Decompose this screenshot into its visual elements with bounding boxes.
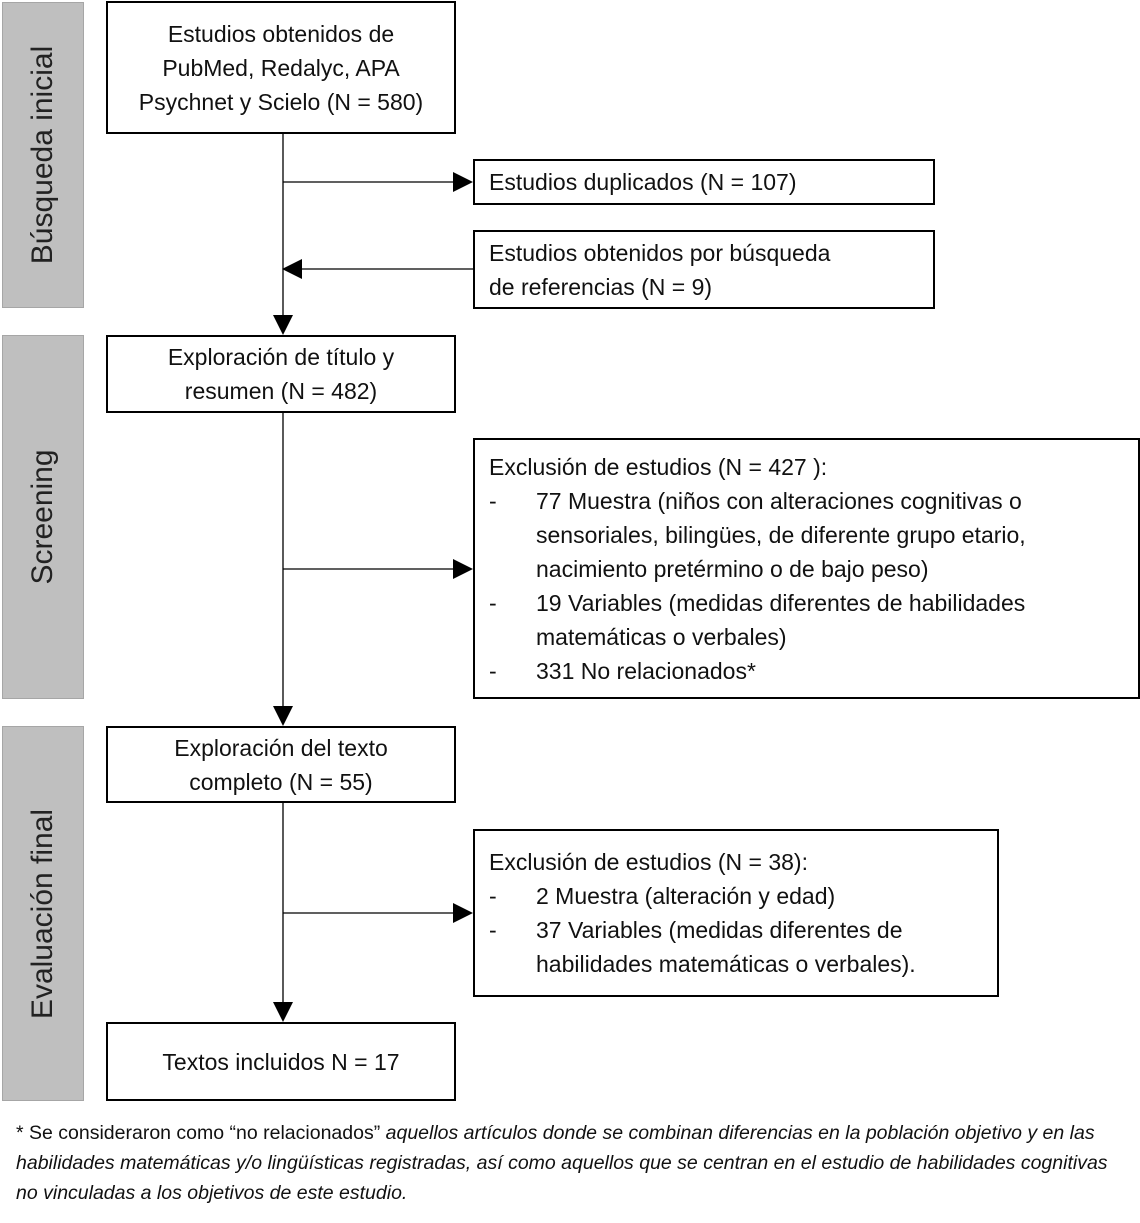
item-text: 37 Variables (medidas diferentes de habilidades matemáticas o verbales). xyxy=(536,917,916,977)
arrow-down xyxy=(273,1002,293,1022)
text-line: Psychnet y Scielo (N = 580) xyxy=(138,88,424,115)
text-line: Estudios obtenidos de xyxy=(167,20,395,47)
item-text: 19 Variables (medidas diferentes de habilidades matemáticas o verbales) xyxy=(536,590,1026,650)
arrow-right xyxy=(453,559,473,579)
list-item xyxy=(489,879,983,913)
bullet: - xyxy=(489,917,497,943)
box-full-text xyxy=(106,726,456,803)
text-line: completo (N = 55) xyxy=(189,768,373,795)
box-title-abstract xyxy=(106,335,456,413)
list-item xyxy=(489,586,1124,654)
item-text: 77 Muestra (niños con alteraciones cognitivas o sensoriales, bilingües, de diferente grupo etario, nacimiento pretérmino o de bajo peso) xyxy=(536,488,1026,582)
box-exclusion-screening xyxy=(473,438,1140,699)
bullet: - xyxy=(489,658,497,684)
bullet: - xyxy=(489,883,497,909)
arrow-down xyxy=(273,315,293,335)
box-duplicates xyxy=(473,159,935,205)
list-item xyxy=(489,913,983,981)
text-line: resumen (N = 482) xyxy=(184,378,378,404)
text-line: Estudios obtenidos por búsqueda xyxy=(489,240,831,266)
box-initial-studies xyxy=(106,1,456,134)
box-included xyxy=(106,1022,456,1101)
text-line: de referencias (N = 9) xyxy=(489,274,713,300)
footnote-plain: * Se consideraron como “no relacionados” xyxy=(16,1122,386,1144)
item-text: 2 Muestra (alteración y edad) xyxy=(536,883,836,909)
text-line: Exploración de título y xyxy=(167,344,395,370)
footnote-italic: aquellos artículos donde se combinan diferencias en la población objetivo y en las habilidades matemáticas y/o lingüísticas registradas, así como aquellos que se centran en el estudio de habilidades cognitivas no vinculadas a los objetivos de este estudio. xyxy=(16,1122,1108,1204)
text-line: PubMed, Redalyc, APA xyxy=(162,54,400,81)
text-line: Textos incluidos N = 17 xyxy=(162,1048,400,1075)
text-line: Exploración del texto xyxy=(174,734,388,761)
stage-label: Evaluación final xyxy=(26,808,59,1019)
item-text: 331 No relacionados* xyxy=(536,658,756,684)
stage-label: Screening xyxy=(26,449,59,585)
bullet: - xyxy=(489,590,497,616)
arrow-right xyxy=(453,903,473,923)
box-references xyxy=(473,230,935,309)
arrow-right xyxy=(453,172,473,192)
text-line: Estudios duplicados (N = 107) xyxy=(489,169,797,195)
list-item xyxy=(489,484,1124,586)
box-exclusion-final xyxy=(473,829,999,997)
exclusion-title: Exclusión de estudios (N = 38): xyxy=(489,849,808,875)
exclusion-title: Exclusión de estudios (N = 427 ): xyxy=(489,454,828,480)
arrow-down xyxy=(273,706,293,726)
list-item xyxy=(489,654,1124,688)
bullet: - xyxy=(489,488,497,514)
stage-label: Búsqueda inicial xyxy=(26,45,59,265)
arrow-left xyxy=(282,259,302,279)
footnote xyxy=(16,1118,1126,1208)
